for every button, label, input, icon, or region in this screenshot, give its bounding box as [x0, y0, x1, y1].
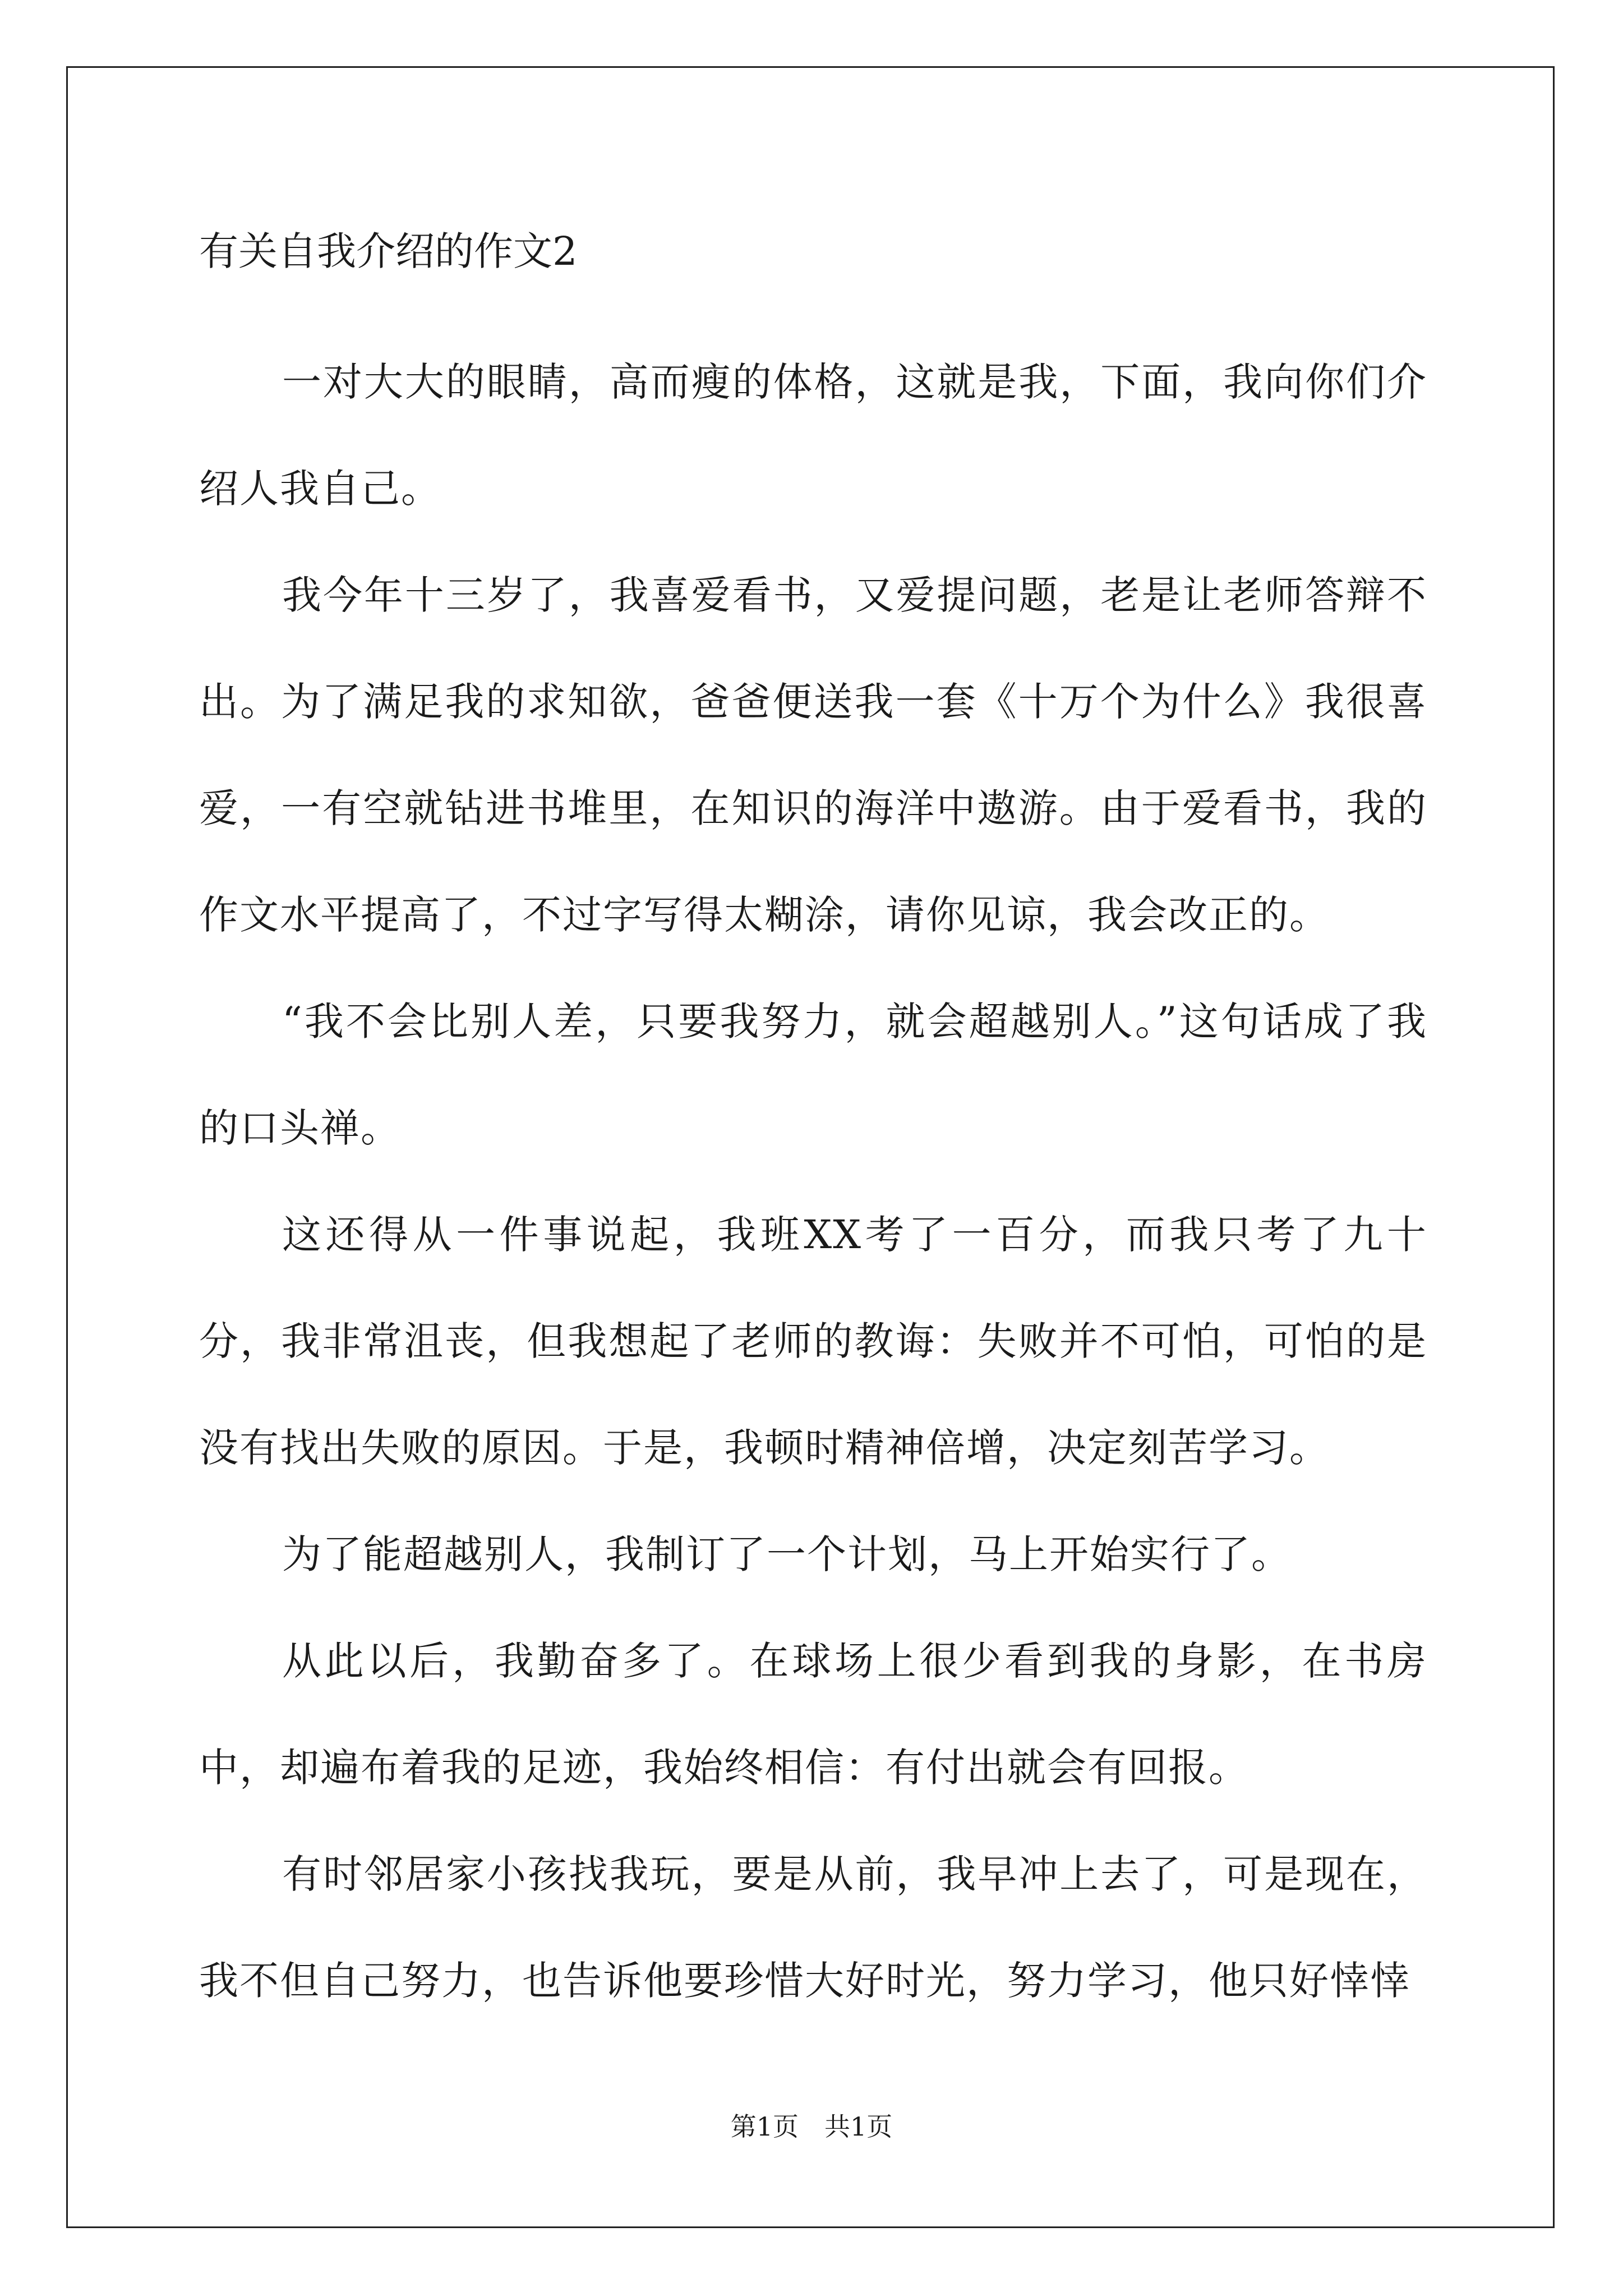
paragraph: 这还得从一件事说起，我班XX考了一百分，而我只考了九十分，我非常沮丧，但我想起了老师的教诲：失败并不可怕，可怕的是没有找出失败的原因。于是，我顿时精神倍增，决定刻苦学习。	[199, 1212, 1427, 1471]
paragraph: 有时邻居家小孩找我玩，要是从前，我早冲上去了，可是现在，我不但自己努力，也告诉他要珍惜大好时光，努力学习，他只好悻悻	[199, 1851, 1427, 2004]
paragraph: “我不会比别人差，只要我努力，就会超越别人。”这句话成了我的口头禅。	[199, 999, 1427, 1151]
paragraph: 我今年十三岁了，我喜爱看书，又爱提问题，老是让老师答辩不出。为了满足我的求知欲，爸爸便送我一套《十万个为什么》我很喜爱，一有空就钻进书堆里，在知识的海洋中遨游。由于爱看书，我的作文水平提高了，不过字写得太糊涂，请你见谅，我会改正的。	[199, 572, 1427, 938]
document-title: 有关自我介绍的作文2	[199, 228, 578, 274]
paragraph: 为了能超越别人，我制订了一个计划，马上开始实行了。	[282, 1531, 1292, 1577]
paragraph: 从此以后，我勤奋多了。在球场上很少看到我的身影，在书房中，却遍布着我的足迹，我始终相信：有付出就会有回报。	[199, 1638, 1427, 1791]
document-body	[199, 218, 1427, 2034]
page-footer: 第1页 共1页	[730, 2111, 893, 2142]
paragraph: 一对大大的眼睛，高而瘦的体格，这就是我，下面，我向你们介绍人我自己。	[199, 359, 1427, 512]
